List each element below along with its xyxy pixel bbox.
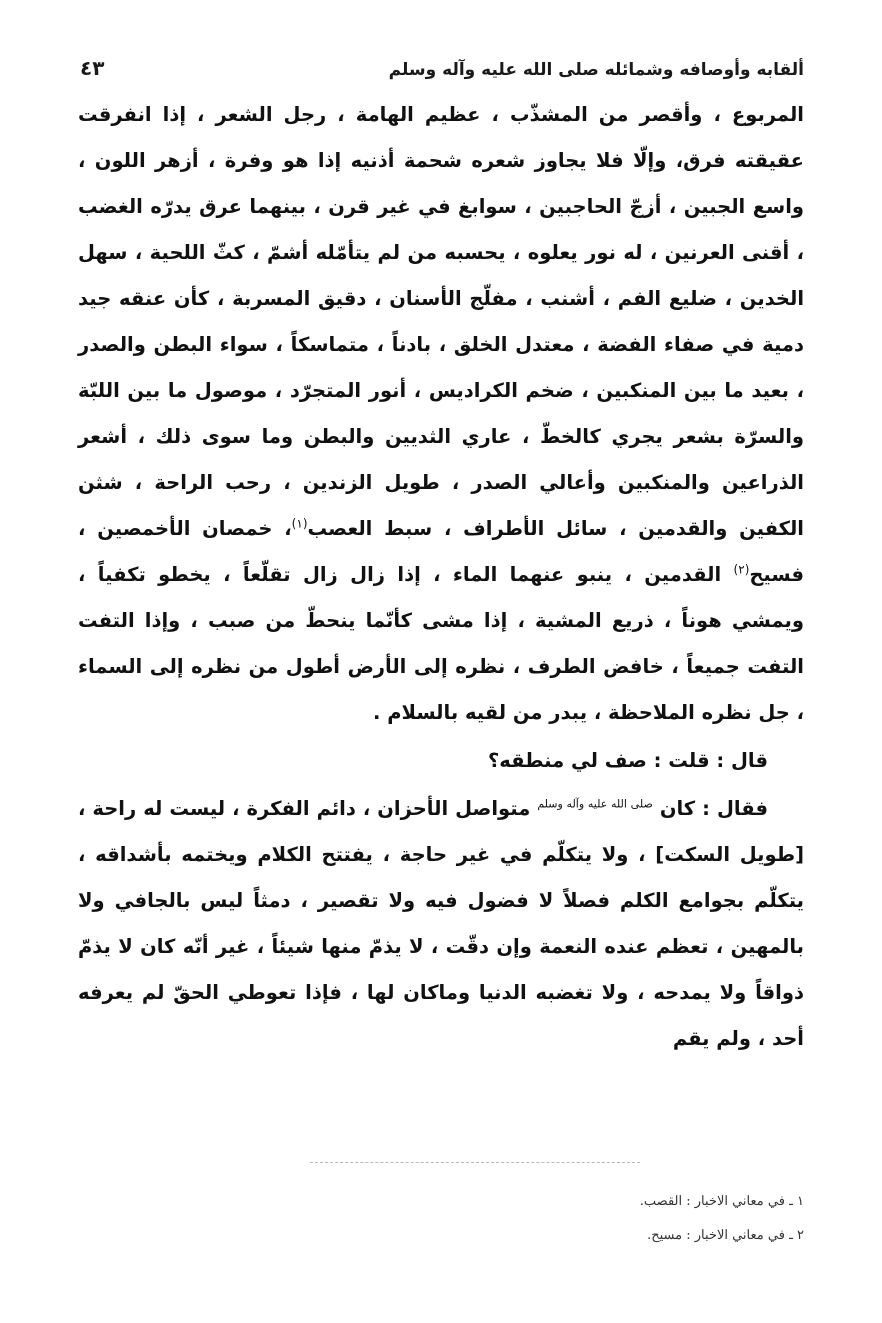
page-header — [80, 40, 804, 80]
paragraph-1-text: المربوع ، وأقصر من المشذّب ، عظيم الهامة ، رجل الشعر ، إذا انفرقت عقيقته فرق، وإلّا فلا يجاوز شعره شحمة أذنيه إذا هو وفرة ، أزهر اللون ، واسع الجبين ، أزجّ الحاجبين ، سوابغ في غير قرن ، بينهما عرق يدرّه الغضب ، أقنى العرنين ، له نور يعلوه ، يحسبه من لم يتأمّله أشمّ ، كثّ اللحية ، سهل الخدين ، ضليع الفم ، أشنب ، مفلّج الأسنان ، دقيق المسربة ، كأن عنقه جيد دمية في صفاء الفضة ، معتدل الخلق ، بادناً ، متماسكاً ، سواء البطن والصدر ، بعيد ما بين المنكبين ، ضخم الكراديس ، أنور المتجرّد ، موصول ما بين اللبّة والسرّة بشعر يجري كالخطّ ، عاري الثديين والبطن وما سوى ذلك ، أشعر الذراعين والمنكبين وأعالي الصدر ، طويل الزندين ، رحب الراحة ، شثن الكفين والقدمين ، سائل الأطراف ، سبط العصب — [78, 103, 804, 540]
blessing-ligature: صلى الله عليه وآله وسلم — [537, 797, 653, 811]
running-head: ألقابه وأوصافه وشمائله صلى الله عليه وآله وسلم — [388, 60, 804, 80]
page-number: ٤٣ — [80, 56, 105, 80]
footnote-1: ١ ـ في معاني الاخبار : القصب. — [639, 1194, 804, 1209]
paragraph-1-text-c: القدمين ، ينبو عنهما الماء ، إذا زال زال تقلّعاً ، يخطو تكفياً ، ويمشي هوناً ، ذريع المشية ، إذا مشى كأنّما ينحطّ من صبب ، وإذا التفت التفت جميعاً ، خافض الطرف ، نظره إلى الأرض أطول من نظره إلى السماء ، جل نظره الملاحظة ، يبدر من لقيه بالسلام . — [78, 563, 804, 724]
footnotes — [304, 1185, 804, 1253]
paragraph-3 — [78, 786, 804, 1062]
footnote-2: ٢ ـ في معاني الاخبار : مسيح. — [647, 1228, 804, 1243]
footnote-ref-2[interactable]: (٢) — [733, 562, 750, 577]
footnote-ref-1[interactable]: (١) — [291, 516, 308, 531]
paragraph-2: قال : قلت : صف لي منطقه؟ — [487, 749, 768, 772]
paragraph-1 — [78, 92, 804, 736]
footnote-divider — [310, 1162, 640, 1163]
paragraph-1-text-b: ، خمصان الأخمصين ، فسيح — [78, 517, 804, 586]
main-text — [78, 92, 804, 1062]
paragraph-3-text-a: فقال : كان — [659, 797, 768, 820]
paragraph-3-text-b: متواصل الأحزان ، دائم الفكرة ، ليست له راحة ، [طويل السكت] ، ولا يتكلّم في غير حاجة ، يفتتح الكلام ويختمه بأشداقه ، يتكلّم بجوامع الكلم فصلاً لا فضول فيه ولا تقصير ، دمثاً ليس بالجافي ولا بالمهين ، تعظم عنده النعمة وإن دقّت ، لا يذمّ منها شيئاً ، غير أنّه كان لا يذمّ ذواقاً ولا يمدحه ، ولا تغضبه الدنيا وماكان لها ، فإذا تعوطي الحقّ لم يعرفه أحد ، ولم يقم — [78, 797, 804, 1050]
